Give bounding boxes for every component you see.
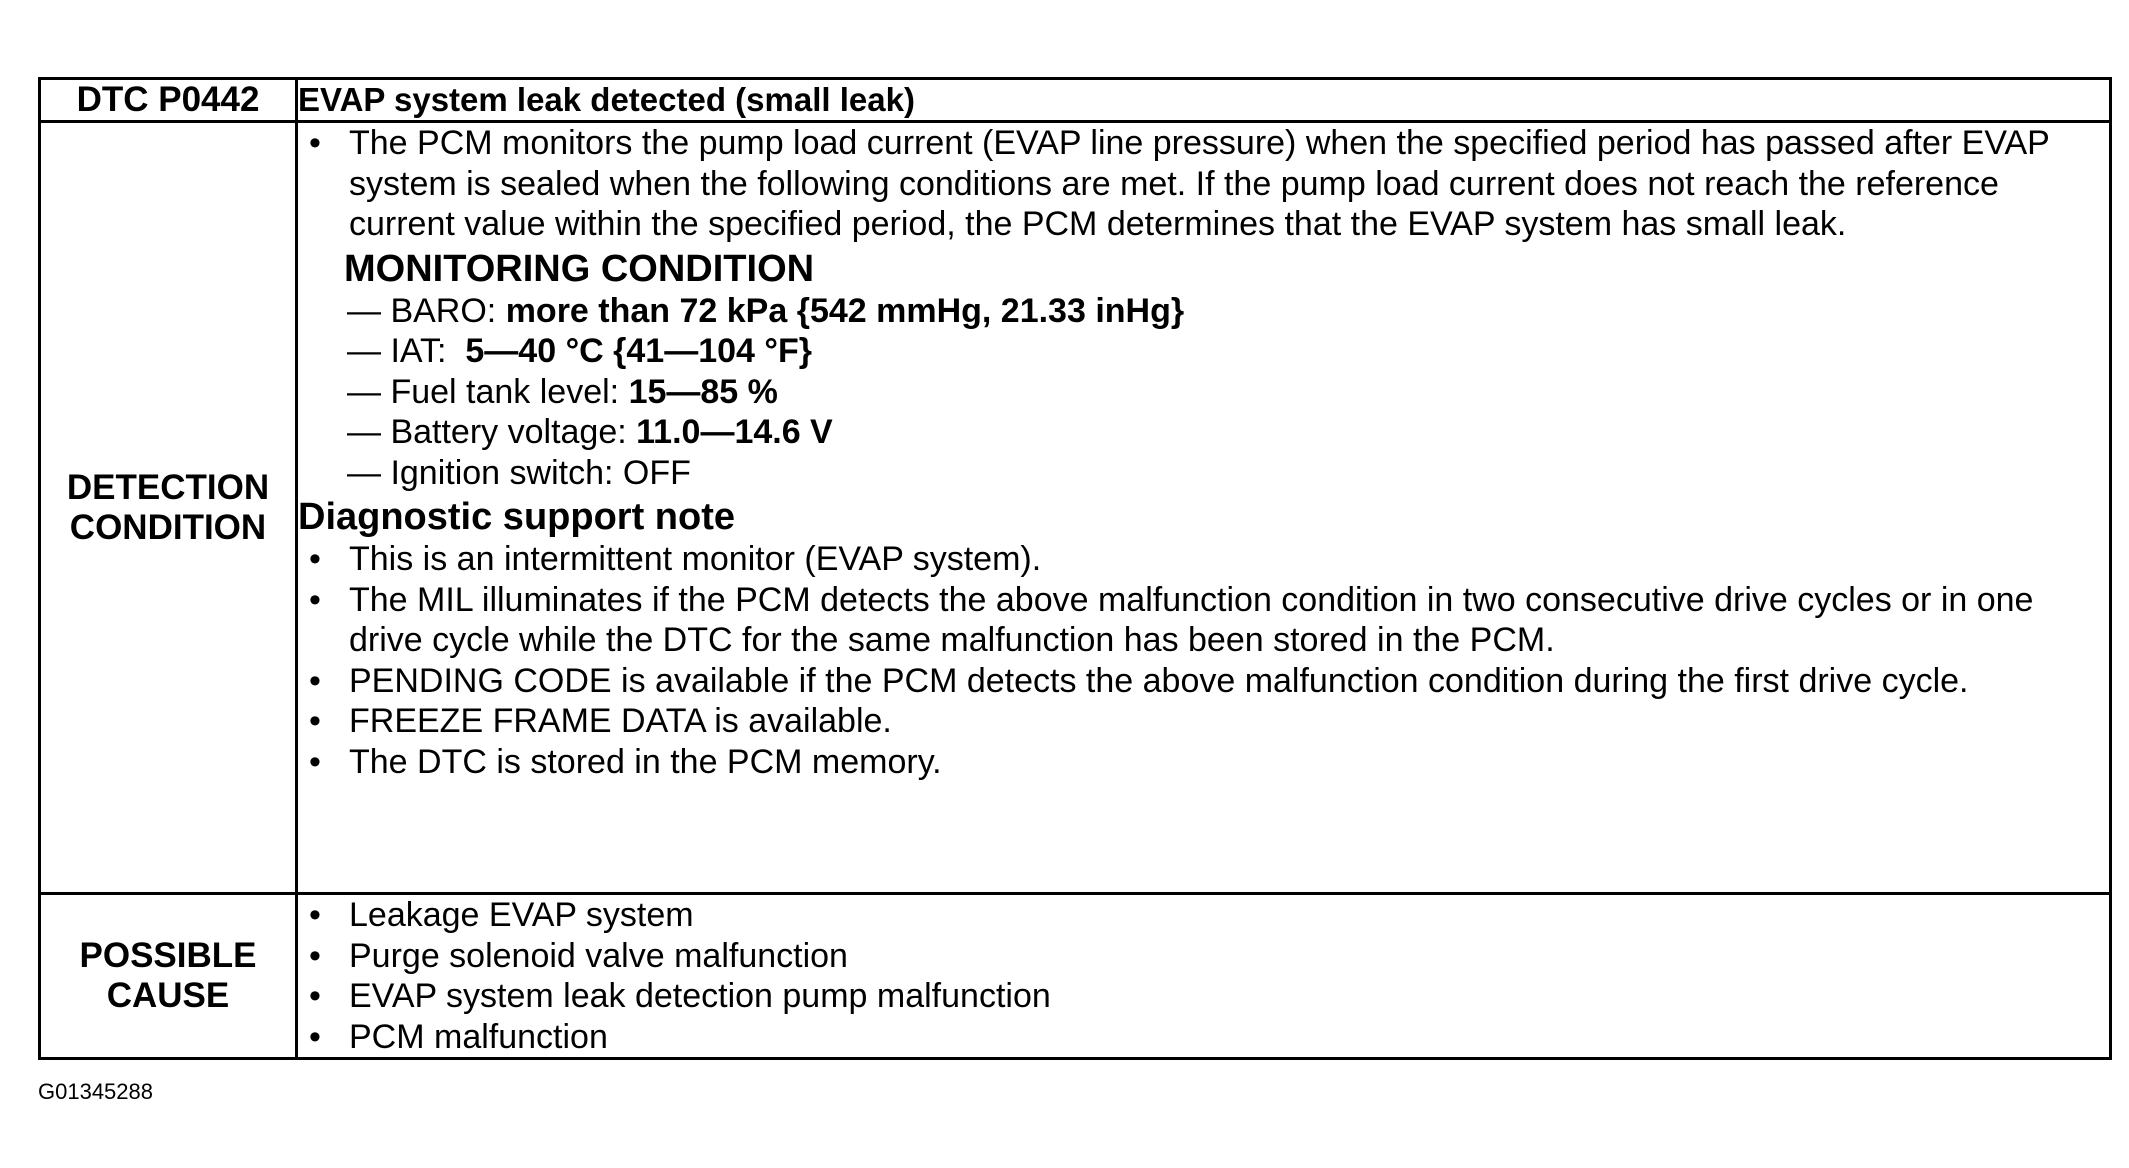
monitoring-condition-heading: MONITORING CONDITION [344, 247, 815, 290]
cause-label-line1: POSSIBLE [79, 936, 257, 975]
dtc-code-cell [40, 79, 297, 122]
support-note: • The MIL illuminates if the PCM detects the above malfunction condition in two consecutive drive cycles or in one drive cycle while the DTC for the same malfunction has been stored in the PCM. [298, 580, 2109, 661]
cause-row [40, 894, 2111, 1059]
support-note: • PENDING CODE is available if the PCM detects the above malfunction condition during the first drive cycle. [298, 661, 2109, 702]
condition-value: 15—85 % [628, 372, 778, 411]
cause-item: • Purge solenoid valve malfunction [298, 936, 2109, 977]
detection-label-line1: DETECTION [66, 467, 270, 507]
condition-label: — Battery voltage: [347, 413, 637, 451]
detection-intro: • The PCM monitors the pump load current (EVAP line pressure) when the specified period has passed after EVAP system is sealed when the following conditions are met. If the pump load current does not reach the reference current value within the specified period, the PCM determines that the EVAP system has small leak. [298, 123, 2109, 245]
cause-label-cell [40, 894, 297, 1059]
cause-item: • Leakage EVAP system [298, 895, 2109, 936]
cause-item: • EVAP system leak detection pump malfunction [298, 976, 2109, 1017]
detection-label-cell [40, 122, 297, 894]
dtc-table [38, 77, 2112, 1060]
condition-battery-voltage [347, 412, 2109, 453]
support-notes-list [298, 539, 2109, 782]
support-note: • This is an intermittent monitor (EVAP system). [298, 539, 2109, 580]
diagnostic-support-heading: Diagnostic support note [298, 496, 735, 538]
cause-list [298, 895, 2109, 1057]
detection-intro-list [298, 123, 2109, 245]
condition-fuel-tank-level [347, 372, 2109, 413]
condition-value: more than 72 kPa {542 mmHg, 21.33 inHg} [505, 291, 1185, 330]
dtc-code: DTC P0442 [76, 80, 260, 119]
condition-value: 5—40 °C {41—104 °F} [465, 332, 812, 370]
condition-label: — IAT: [347, 332, 466, 370]
support-note: • FREEZE FRAME DATA is available. [298, 701, 2109, 742]
dtc-title-cell [297, 79, 2111, 122]
header-row [40, 79, 2111, 122]
detection-label-line2: CONDITION [69, 507, 267, 547]
detection-content-cell [297, 122, 2111, 894]
condition-label: — Fuel tank level: [347, 372, 629, 411]
condition-label: — BARO: [347, 291, 506, 330]
figure-id: G01345288 [38, 1079, 153, 1104]
condition-value: 11.0—14.6 V [636, 413, 833, 451]
support-note: • The DTC is stored in the PCM memory. [298, 742, 2109, 783]
detection-row [40, 122, 2111, 894]
cause-content-cell [297, 894, 2111, 1059]
monitoring-condition-list [347, 291, 2109, 494]
cause-item: • PCM malfunction [298, 1017, 2109, 1058]
cause-label-line2: CAUSE [106, 976, 230, 1015]
condition-iat [347, 331, 2109, 372]
condition-label: — Ignition switch: OFF [347, 453, 691, 492]
condition-baro [347, 291, 2109, 332]
dtc-title: EVAP system leak detected (small leak) [298, 81, 915, 118]
condition-ignition-switch [347, 453, 2109, 494]
